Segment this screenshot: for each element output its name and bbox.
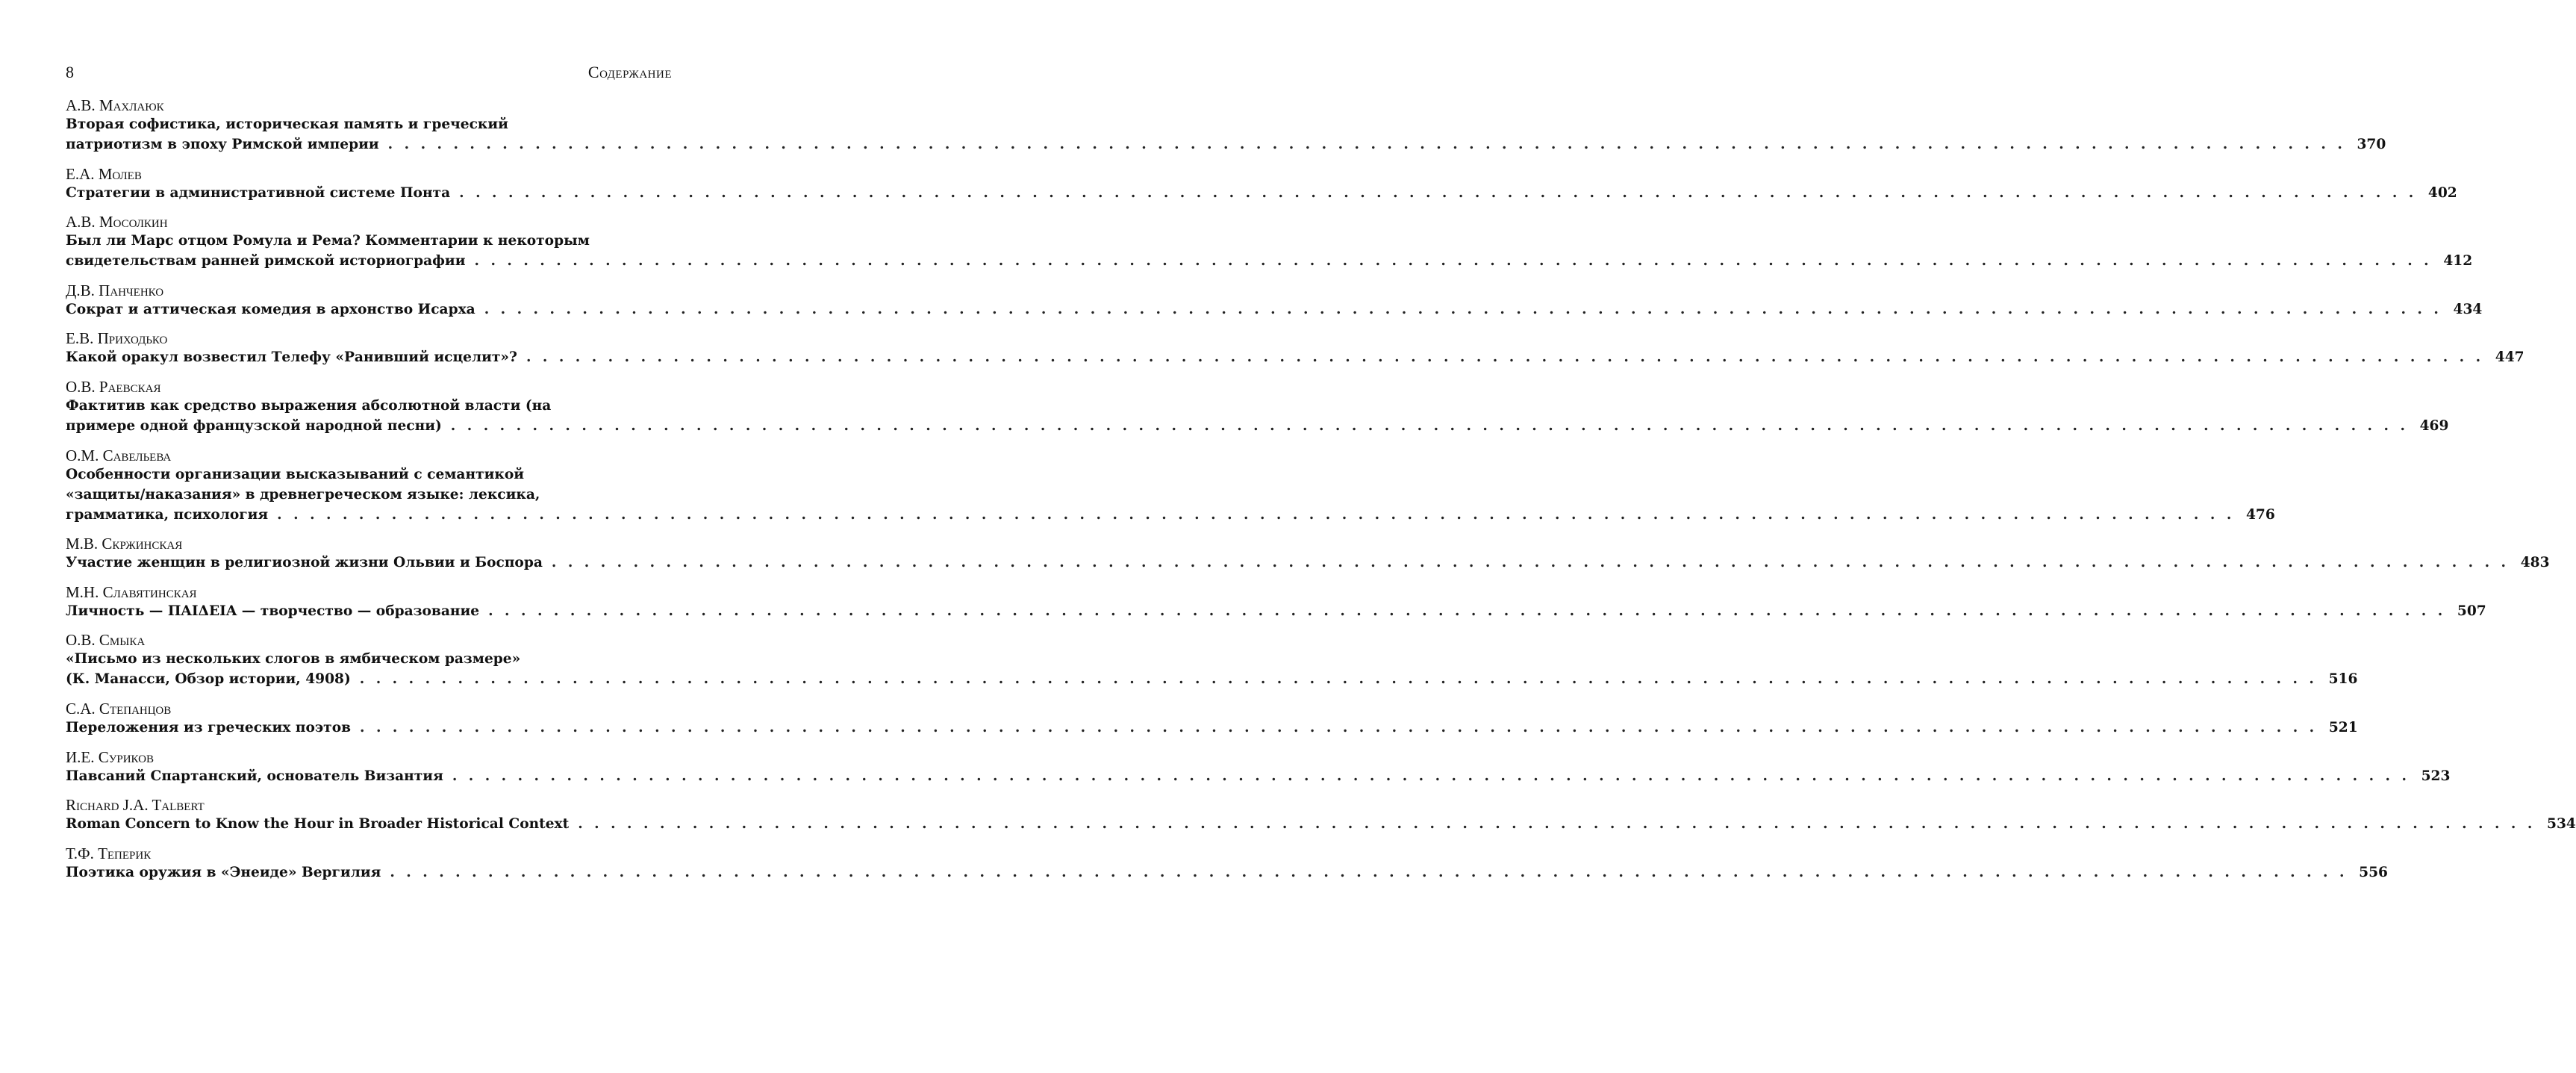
toc-page-number: 434 [2453,301,2483,317]
dot-leader: . . . . . . . . . . . . . . . . . . . . . . . . . . . . . . . . . . . . . . . . . . . . . . . . . . . . . . . . . . . . . . . . . . . . . . . . . . . . . . . . . . . . . . . . . . . . . . . . . . . . . . . . . . . . . . . . . . . . . . . . [277,506,2235,523]
toc-author: А.В. Махлаюк [66,96,164,114]
page-header [66,63,672,87]
toc-title-line: грамматика, психология [66,506,269,523]
toc-author: О.В. Смыка [66,631,146,650]
toc-title-row [66,299,2483,320]
dot-leader: . . . . . . . . . . . . . . . . . . . . . . . . . . . . . . . . . . . . . . . . . . . . . . . . . . . . . . . . . . . . . . . . . . . . . . . . . . . . . . . . . . . . . . . . . . . . . . . . . . . . . . . . . . . . . . . . . . . . . . . . [452,768,2410,784]
toc-title-row [66,601,2486,621]
toc-title-row [66,766,2451,786]
toc-page-number: 534 [2547,816,2576,833]
toc-title-row [66,553,2550,573]
dot-leader: . . . . . . . . . . . . . . . . . . . . . . . . . . . . . . . . . . . . . . . . . . . . . . . . . . . . . . . . . . . . . . . . . . . . . . . . . . . . . . . . . . . . . . . . . . . . . . . . . . . . . . . . . . . . . . . . . . . . . . . . [551,555,2510,571]
toc-title-line: Roman Concern to Know the Hour in Broader Historical Context [66,816,570,833]
toc-title-row [66,134,2386,155]
toc-title-line: Павсаний Спартанский, основатель Византия [66,768,443,784]
toc-title-line: «защиты/наказания» в древнегреческом языке: лексика, [66,486,540,503]
toc-entry [66,535,2550,573]
dot-leader: . . . . . . . . . . . . . . . . . . . . . . . . . . . . . . . . . . . . . . . . . . . . . . . . . . . . . . . . . . . . . . . . . . . . . . . . . . . . . . . . . . . . . . . . . . . . . . . . . . . . . . . . . . . . . . . . . . . . . . . . [526,349,2484,366]
toc-title-line: Личность — ΠΑΙΔΕΙΑ — творчество — образование [66,603,480,619]
toc-title-line: Фактитив как средство выражения абсолютной власти (на [66,397,552,414]
toc-author: Е.В. Приходько [66,329,168,348]
toc-title-line: «Письмо из нескольких слогов в ямбическом размере» [66,651,521,668]
toc-author: М.Н. Славятинская [66,582,197,601]
page-number: 8 [66,63,74,81]
toc-title-line: Какой оракул возвестил Телефу «Ранивший исцелит»? [66,349,517,366]
dot-leader: . . . . . . . . . . . . . . . . . . . . . . . . . . . . . . . . . . . . . . . . . . . . . . . . . . . . . . . . . . . . . . . . . . . . . . . . . . . . . . . . . . . . . . . . . . . . . . . . . . . . . . . . . . . . . . . . . . . . . . . . [459,184,2417,201]
dot-leader: . . . . . . . . . . . . . . . . . . . . . . . . . . . . . . . . . . . . . . . . . . . . . . . . . . . . . . . . . . . . . . . . . . . . . . . . . . . . . . . . . . . . . . . . . . . . . . . . . . . . . . . . . . . . . . . . . . . . . . . . [359,671,2318,688]
toc-page-number: 521 [2328,719,2358,735]
toc-author: С.А. Степанцов [66,699,172,718]
toc-page-number: 447 [2495,349,2524,366]
toc-title-row [66,862,2388,883]
toc-title-line: Особенности организации высказываний с семантикой [66,466,525,482]
toc-entry [66,699,2358,738]
dot-leader: . . . . . . . . . . . . . . . . . . . . . . . . . . . . . . . . . . . . . . . . . . . . . . . . . . . . . . . . . . . . . . . . . . . . . . . . . . . . . . . . . . . . . . . . . . . . . . . . . . . . . . . . . . . . . . . . . . . . . . . . [360,719,2318,735]
dot-leader: . . . . . . . . . . . . . . . . . . . . . . . . . . . . . . . . . . . . . . . . . . . . . . . . . . . . . . . . . . . . . . . . . . . . . . . . . . . . . . . . . . . . . . . . . . . . . . . . . . . . . . . . . . . . . . . . . . . . . . . . [390,864,2348,880]
toc-author: Е.А. Молев [66,164,142,183]
toc-author: О.М. Савельева [66,446,172,464]
toc-entry [66,796,2576,834]
toc-author: И.Е. Суриков [66,747,155,766]
toc-page-number: 516 [2328,671,2358,688]
toc-author: М.В. Скржинская [66,535,183,553]
toc-title-line: примере одной французской народной песни) [66,417,442,434]
toc-author: Т.Ф. Теперик [66,844,152,862]
toc-page-number: 523 [2421,768,2451,784]
running-title: Содержание [587,63,672,81]
dot-leader: . . . . . . . . . . . . . . . . . . . . . . . . . . . . . . . . . . . . . . . . . . . . . . . . . . . . . . . . . . . . . . . . . . . . . . . . . . . . . . . . . . . . . . . . . . . . . . . . . . . . . . . . . . . . . . . . . . . . . . . . [488,603,2446,619]
toc-title-line: Стратегии в административной системе Понта [66,184,451,201]
toc-author: О.В. Раевская [66,377,161,396]
toc-title-row [66,251,2473,271]
dot-leader: . . . . . . . . . . . . . . . . . . . . . . . . . . . . . . . . . . . . . . . . . . . . . . . . . . . . . . . . . . . . . . . . . . . . . . . . . . . . . . . . . . . . . . . . . . . . . . . . . . . . . . . . . . . . . . . . . . . . . . . . [484,301,2442,317]
toc-page-number: 412 [2443,253,2473,270]
toc-entry [66,96,2386,155]
dot-leader: . . . . . . . . . . . . . . . . . . . . . . . . . . . . . . . . . . . . . . . . . . . . . . . . . . . . . . . . . . . . . . . . . . . . . . . . . . . . . . . . . . . . . . . . . . . . . . . . . . . . . . . . . . . . . . . . . . . . . . . . [578,816,2536,833]
toc-title-line: Поэтика оружия в «Энеиде» Вергилия [66,864,381,880]
toc-title-line: свидетельствам ранней римской историографии [66,253,466,270]
toc-author: А.В. Мосолкин [66,213,168,231]
toc-page-number: 476 [2245,506,2275,523]
toc-entry [66,281,2483,320]
table-of-contents [66,96,2576,893]
toc-title-row [66,814,2576,834]
toc-author: Д.В. Панченко [66,281,164,299]
toc-title-line: Сократ и аттическая комедия в архонство Исарха [66,301,475,317]
dot-leader: . . . . . . . . . . . . . . . . . . . . . . . . . . . . . . . . . . . . . . . . . . . . . . . . . . . . . . . . . . . . . . . . . . . . . . . . . . . . . . . . . . . . . . . . . . . . . . . . . . . . . . . . . . . . . . . . . . . . . . . . [474,253,2433,270]
toc-page-number: 370 [2357,137,2386,152]
toc-title-row [66,718,2358,738]
toc-title-line: Участие женщин в религиозной жизни Ольвии и Боспора [66,555,543,571]
toc-page-number: 483 [2520,555,2550,571]
toc-title-line: Был ли Марс отцом Ромула и Рема? Комментарии к некоторым [66,233,590,249]
toc-entry [66,446,2275,525]
toc-author: Richard J.A. Talbert [66,796,205,815]
toc-title-line: (К. Манасси, Обзор истории, 4908) [66,671,351,688]
toc-page-number: 556 [2359,864,2388,880]
toc-title-row [66,416,2449,436]
toc-entry [66,844,2388,883]
toc-entry [66,377,2449,436]
toc-title-row [66,183,2457,203]
toc-page-number: 507 [2457,603,2486,619]
toc-page-number: 469 [2419,417,2449,434]
toc-title-row [66,505,2275,525]
toc-title-row [66,669,2358,689]
dot-leader: . . . . . . . . . . . . . . . . . . . . . . . . . . . . . . . . . . . . . . . . . . . . . . . . . . . . . . . . . . . . . . . . . . . . . . . . . . . . . . . . . . . . . . . . . . . . . . . . . . . . . . . . . . . . . . . . . . . . . . . . [450,417,2409,434]
toc-title-line: патриотизм в эпоху Римской империи [66,137,379,152]
toc-entry [66,213,2473,271]
toc-title-line: Переложения из греческих поэтов [66,719,352,735]
toc-entry [66,329,2524,367]
toc-entry [66,631,2358,689]
toc-entry [66,747,2451,786]
toc-entry [66,164,2457,203]
toc-title-row [66,347,2524,367]
dot-leader: . . . . . . . . . . . . . . . . . . . . . . . . . . . . . . . . . . . . . . . . . . . . . . . . . . . . . . . . . . . . . . . . . . . . . . . . . . . . . . . . . . . . . . . . . . . . . . . . . . . . . . . . . . . . . . . . . . . . . . . . [387,137,2346,152]
toc-page-number: 402 [2427,184,2457,201]
toc-title-line: Вторая софистика, историческая память и греческий [66,116,508,132]
toc-entry [66,582,2486,621]
